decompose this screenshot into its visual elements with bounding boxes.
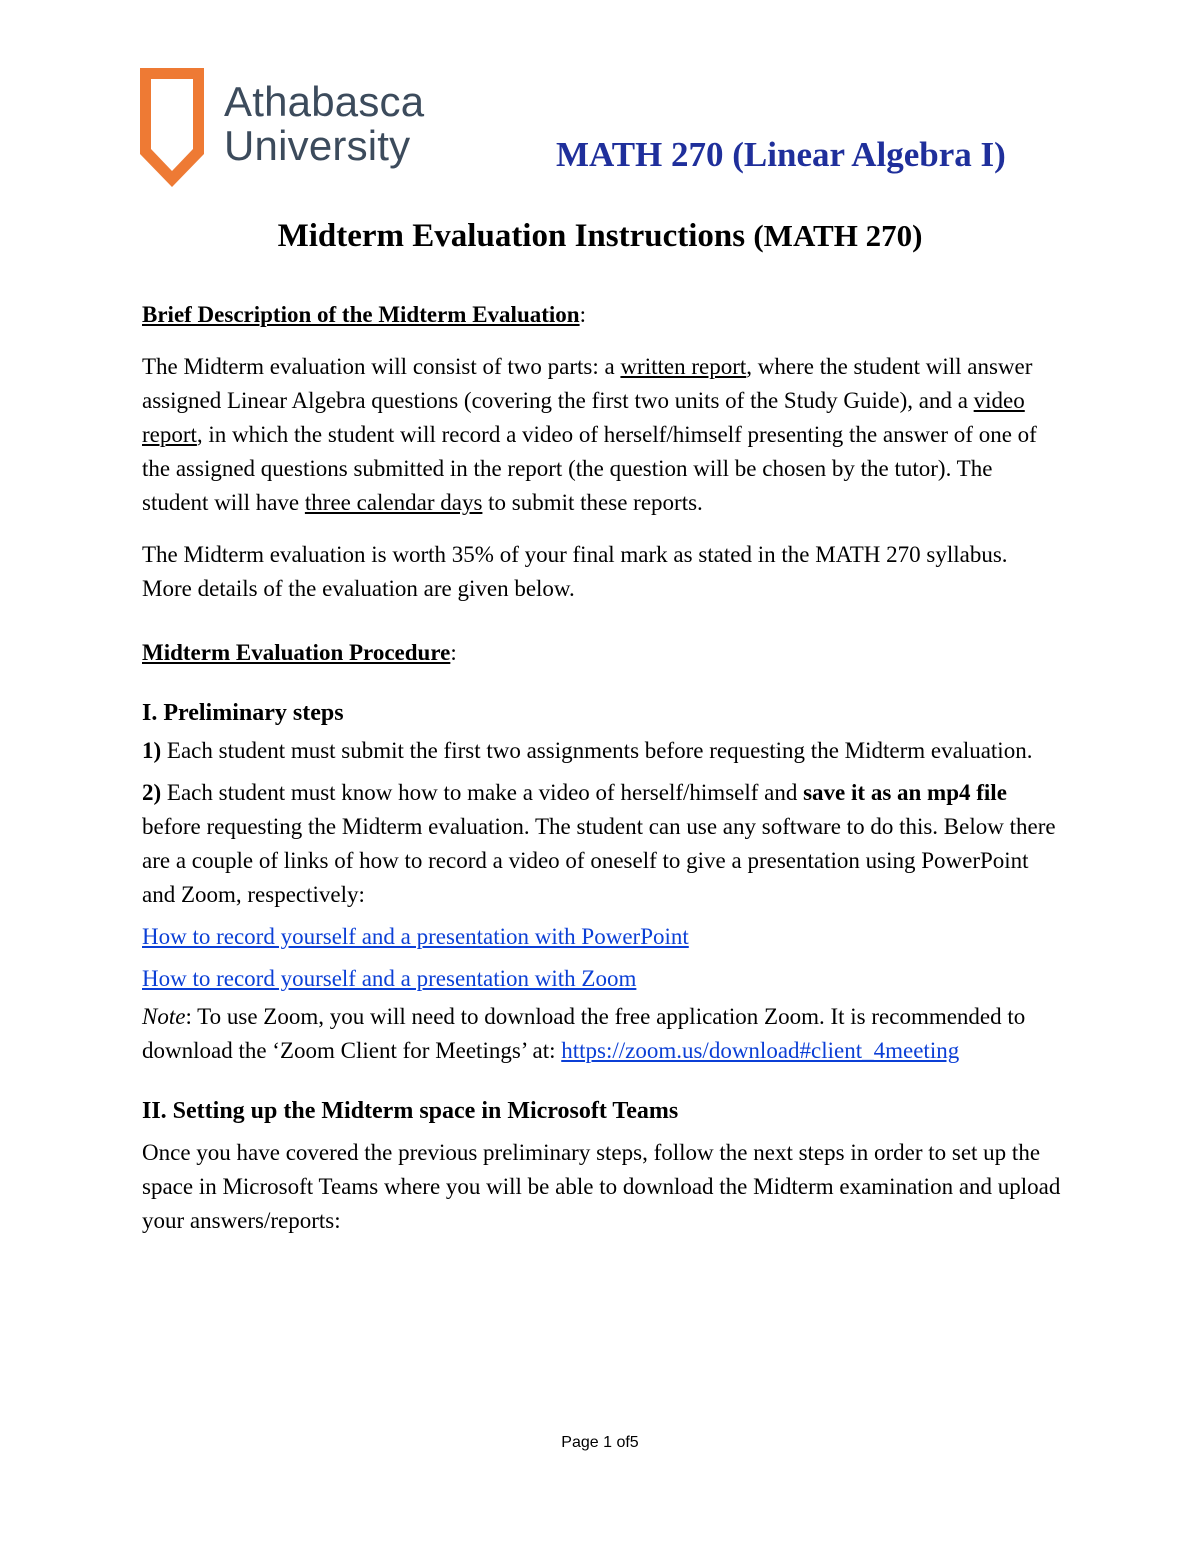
brief-paragraph-2: The Midterm evaluation is worth 35% of your final mark as stated in the MATH 270 syllabus. More details of the evaluation are given below.	[142, 542, 1008, 601]
brief-heading-text: Brief Description of the Midterm Evaluation	[142, 302, 580, 327]
preliminary-item-2	[142, 776, 1062, 912]
preliminary-steps-heading: I. Preliminary steps	[142, 700, 344, 726]
powerpoint-recording-link[interactable]: How to record yourself and a presentation with PowerPoint	[142, 924, 689, 949]
item-2-text-b: before requesting the Midterm evaluation. The student can use any software to do this. Below there are a couple of links of how to record a video of oneself to give a presentation using PowerPoint and Zoom, respectively:	[142, 814, 1056, 907]
three-calendar-days-term: three calendar days	[304, 490, 483, 515]
item-2-number: 2)	[142, 780, 162, 805]
page-number: Page 1 of5	[561, 1434, 639, 1451]
zoom-note	[142, 1000, 1062, 1068]
zoom-link-line	[142, 962, 1062, 996]
document-title-suffix: (MATH 270)	[753, 218, 923, 253]
document-title-main: Midterm Evaluation Instructions	[277, 218, 746, 254]
item-2-text-a: Each student must know how to make a video of herself/himself and	[161, 780, 804, 805]
document-body	[142, 298, 1062, 1238]
written-report-term: written report	[620, 354, 747, 379]
logo-wordmark	[224, 80, 424, 168]
brief-text-a: The Midterm evaluation will consist of two parts: a	[142, 354, 621, 379]
zoom-recording-link[interactable]: How to record yourself and a presentation with Zoom	[142, 966, 637, 991]
zoom-download-link[interactable]: https://zoom.us/download#client_4meeting	[561, 1038, 960, 1063]
procedure-heading	[142, 636, 1062, 670]
procedure-heading-text: Midterm Evaluation Procedure	[142, 640, 451, 665]
course-title: MATH 270 (Linear Algebra I)	[556, 135, 1006, 174]
teams-setup-heading: II. Setting up the Midterm space in Microsoft Teams	[142, 1098, 679, 1124]
teams-setup-paragraph: Once you have covered the previous preliminary steps, follow the next steps in order to set up the space in Microsoft Teams where you will be able to download the Midterm examination and upload your answers/reports:	[142, 1140, 1061, 1233]
powerpoint-link-line	[142, 920, 1062, 954]
shield-icon	[140, 68, 204, 188]
video-report-term: video report	[142, 388, 1025, 447]
note-label: Note	[142, 1004, 186, 1029]
brief-text-b: , where the student will answer assigned Linear Algebra questions (covering the first two units of the Study Guide), and a	[142, 354, 1033, 413]
item-1-text: Each student must submit the first two assignments before requesting the Midterm evaluation.	[161, 738, 1033, 763]
logo-line-university: University	[224, 122, 411, 169]
document-title	[0, 214, 1200, 258]
procedure-heading-colon: :	[450, 640, 457, 665]
logo-line-athabasca: Athabasca	[224, 78, 425, 125]
brief-heading-colon: :	[579, 302, 586, 327]
brief-paragraph-1	[142, 350, 1062, 520]
note-text: : To use Zoom, you will need to download the free application Zoom. It is recommended to download the ‘Zoom Client for Meetings’ at:	[142, 1004, 1026, 1063]
brief-text-d: to submit these reports.	[482, 490, 703, 515]
preliminary-item-1	[142, 734, 1062, 768]
item-1-number: 1)	[142, 738, 162, 763]
item-2-bold-text: save it as an mp4 file	[803, 780, 1007, 805]
brief-text-c: , in which the student will record a video of herself/himself presenting the answer of one of the assigned questions submitted in the report (the question will be chosen by the tutor). The student will have	[142, 422, 1037, 515]
athabasca-logo	[140, 68, 424, 188]
brief-description-heading	[142, 298, 1062, 332]
